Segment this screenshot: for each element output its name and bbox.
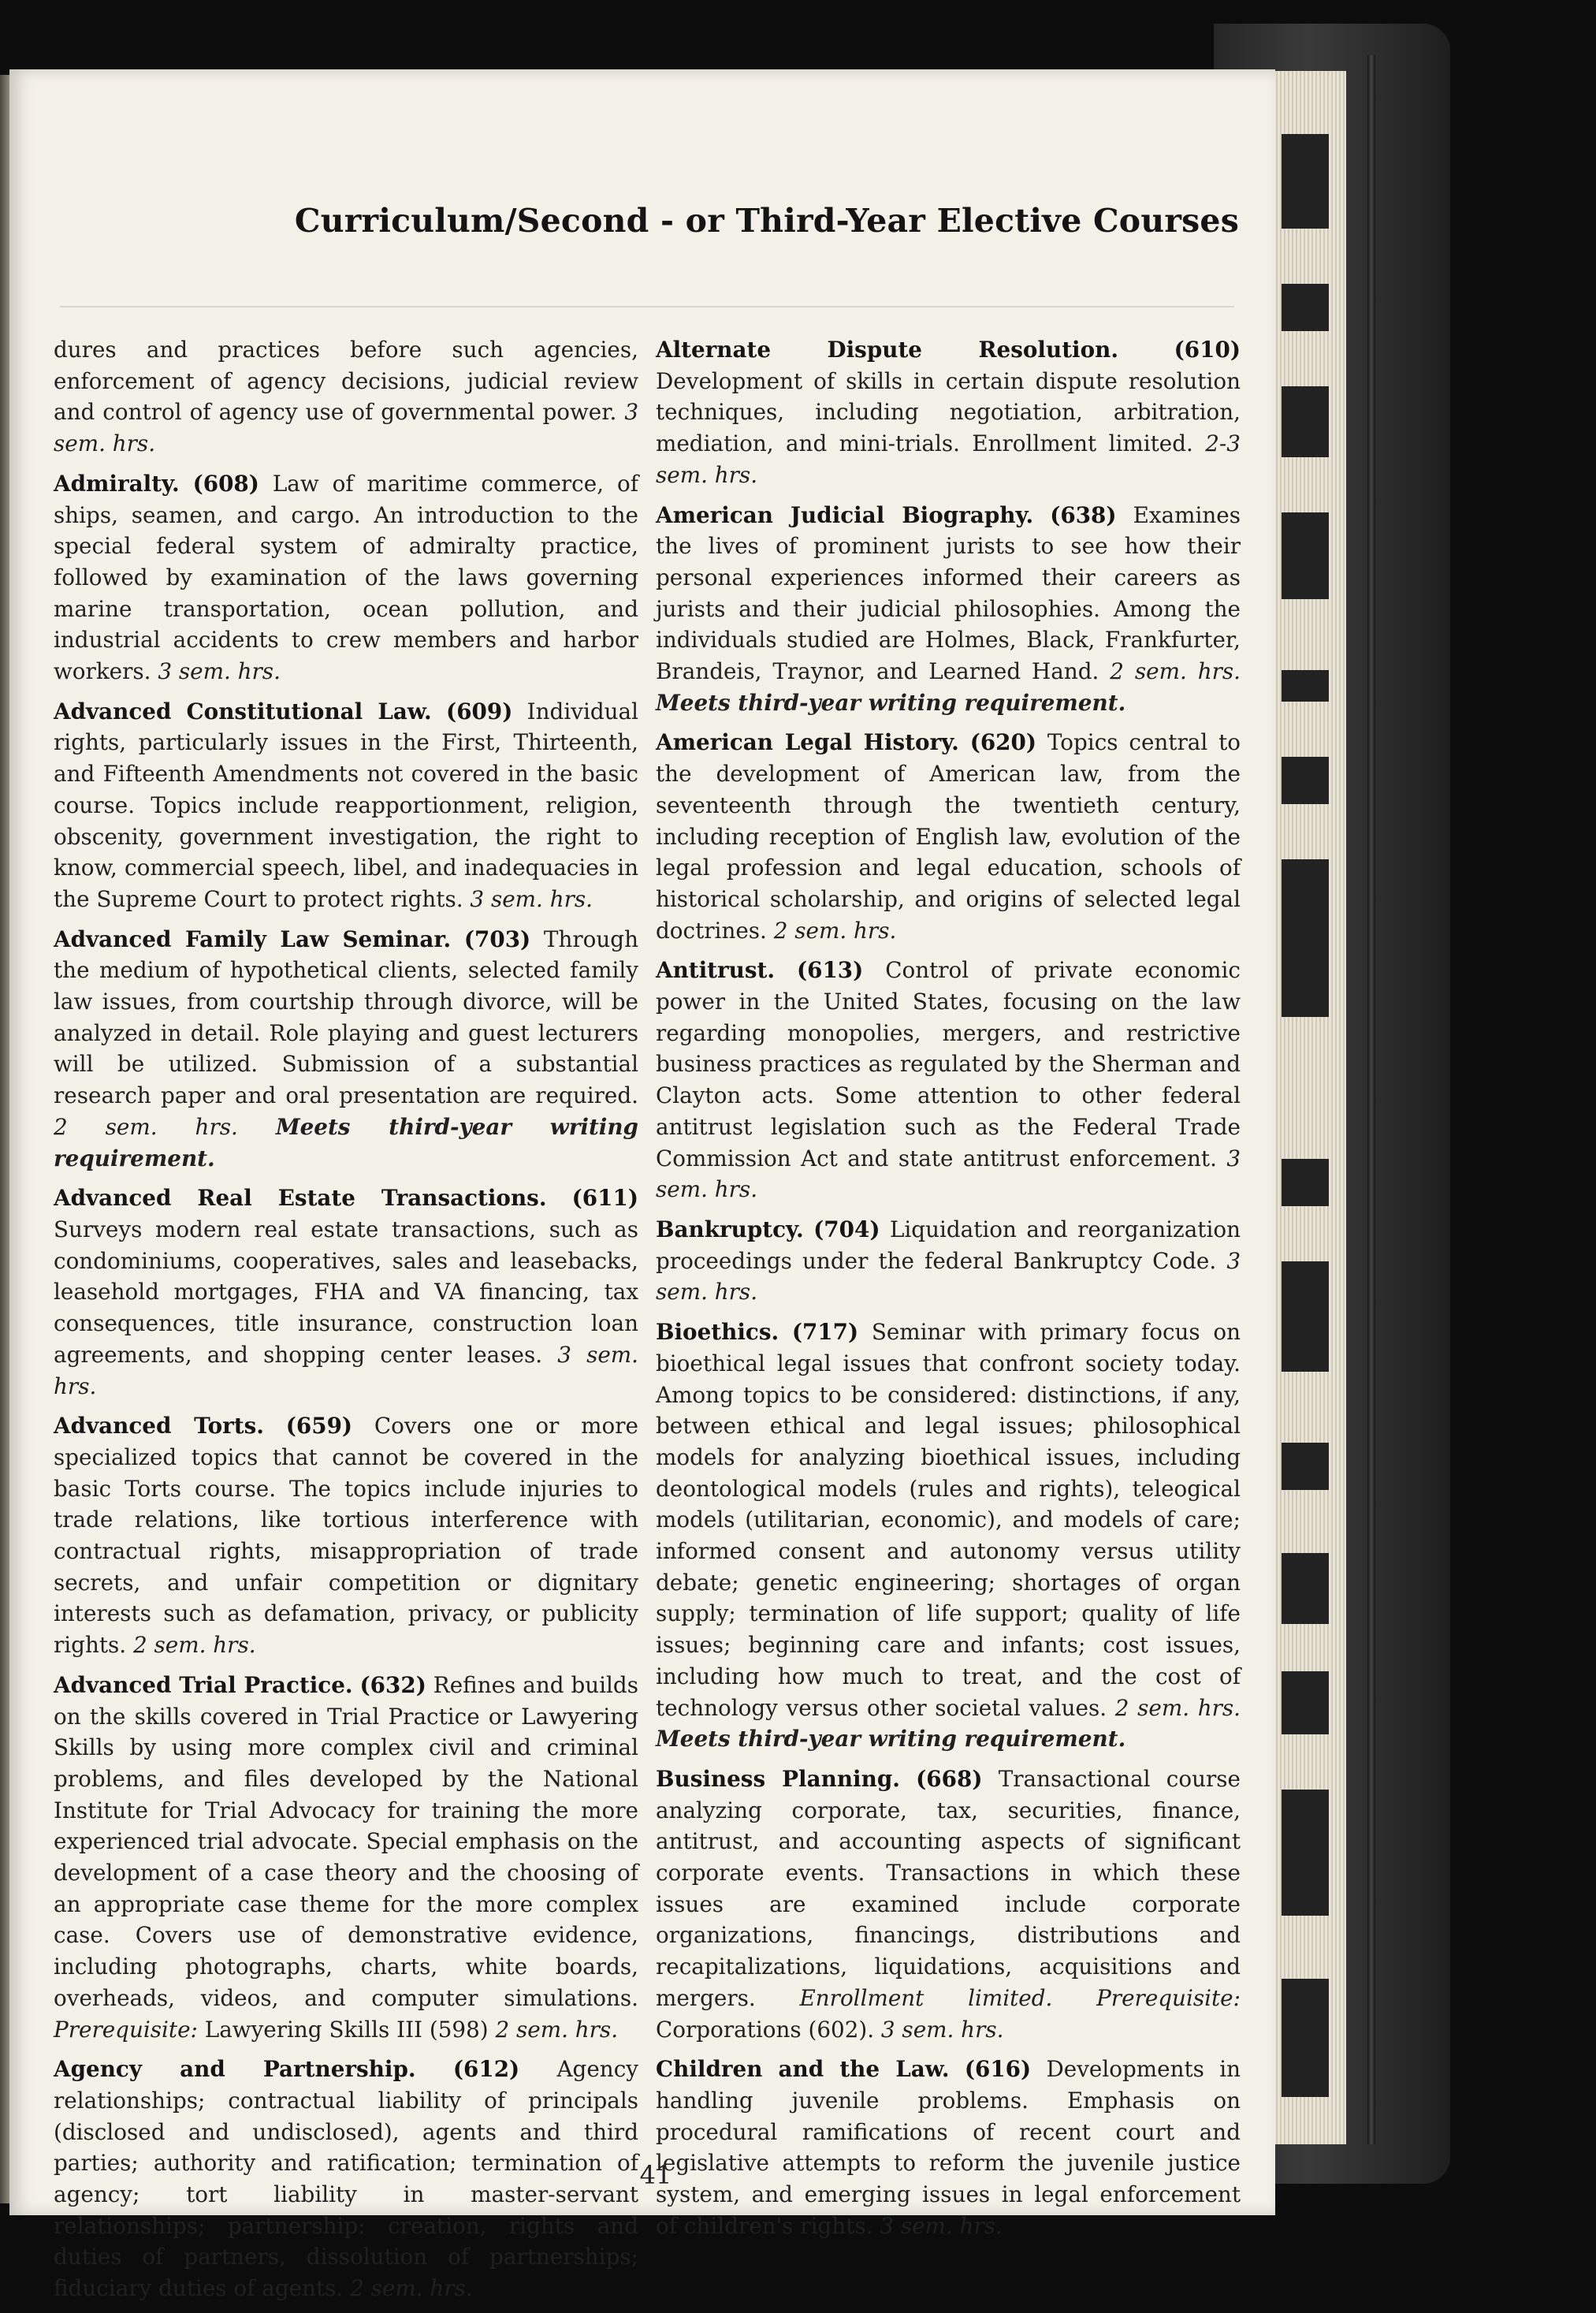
course-code: (668) <box>916 1765 983 1792</box>
course-title: Admiralty. <box>54 470 180 497</box>
course-code: (610) <box>1174 337 1241 363</box>
course-entry <box>656 1764 1241 2045</box>
course-hours: 2 sem. hrs. <box>773 917 897 944</box>
tab-mark <box>1282 859 1329 1017</box>
course-entry <box>656 1214 1241 1308</box>
tab-mark <box>1282 1979 1329 2097</box>
book-page <box>9 69 1275 2302</box>
cover-hinge <box>1367 55 1375 2144</box>
course-entry <box>54 1183 638 1402</box>
course-hours: 2 sem. hrs. <box>54 1113 238 1140</box>
course-hours: 2-3 sem. hrs. <box>656 430 1241 488</box>
tab-mark <box>1282 1443 1329 1490</box>
course-description: Law of maritime commerce, of ships, seamen, and cargo. An introduction to the special federal system of admiralty practice, followed by examination of the laws governing marine transportation, ocean pollution, and industrial accidents to crew members and harbor workers. <box>54 470 638 685</box>
course-description: Agency relationships; contractual liability of principals (disclosed and undisclosed), agents and third parties; authority and ratification; termination of agency; tort liability in master-servant relationships; partnership: creation, rights and duties of partners, dissolution of partnerships; fiduciary duties of agents. <box>54 2056 638 2302</box>
course-description: Refines and builds on the skills covered in Trial Practice or Lawyering Skills by using more complex civil and criminal problems, and files developed by the National Institute for Trial Advocacy for training the more experienced trial advocate. Special emphasis on the development of a case theory and the choosing of an appropriate case theme for the more complex case. Covers use of demonstrative evidence, including photographs, charts, white boards, overheads, videos, and computer simulations. <box>54 1671 638 2011</box>
course-title: Bankruptcy. <box>656 1216 804 1242</box>
prerequisite-label: Enrollment limited. Prerequisite: <box>799 1984 1241 2011</box>
course-title: American Judicial Biography. <box>656 501 1034 528</box>
course-code: (612) <box>452 2056 520 2083</box>
course-entry <box>656 727 1241 946</box>
course-code: (608) <box>192 470 259 497</box>
course-code: (613) <box>796 957 864 984</box>
course-title: Advanced Constitutional Law. <box>54 698 432 724</box>
course-code: (609) <box>446 698 513 724</box>
tab-mark <box>1282 757 1329 804</box>
index-tabs <box>1275 102 1337 2121</box>
course-code: (659) <box>285 1413 353 1440</box>
course-description: Topics central to the development of American law, from the seventeenth through the twentieth century, including reception of English law, evolution of the legal profession and legal education, schools of historical scholarship, and origins of selected legal doctrines. <box>656 729 1241 944</box>
header-divider <box>60 306 1234 307</box>
writing-requirement-note: Meets third-year writing requirement. <box>656 1726 1126 1752</box>
tab-mark <box>1282 1261 1329 1372</box>
course-hours: 3 sem. hrs. <box>470 885 593 912</box>
course-title: Agency and Partnership. <box>54 2056 416 2083</box>
course-code: (704) <box>813 1216 880 1242</box>
course-hours: 3 sem. hrs. <box>880 2016 1004 2043</box>
course-entry <box>656 2054 1241 2241</box>
course-title: Advanced Family Law Seminar. <box>54 926 452 952</box>
course-description: Transactional course analyzing corporate, tax, securities, finance, antitrust, and accounting aspects of significant corporate events. Transactions in which these issues are examined include corporate organizations, financings, distributions and recapitalizations, liquidations, acquisitions and mergers. <box>656 1765 1241 2011</box>
tab-mark <box>1282 134 1329 229</box>
course-hours: 2 sem. hrs. <box>1114 1694 1241 1721</box>
course-code: (611) <box>571 1185 638 1212</box>
right-column <box>656 334 1241 2250</box>
course-title: Business Planning. <box>656 1765 900 1792</box>
prerequisite-course: Corporations (602). <box>656 2016 875 2043</box>
course-hours: 3 sem. hrs. <box>656 1145 1241 1203</box>
course-hours: 2 sem. hrs. <box>133 1632 256 1659</box>
left-column <box>54 334 638 2313</box>
course-code: (632) <box>359 1671 426 1698</box>
course-description: Individual rights, particularly issues in the First, Thirteenth, and Fifteenth Amendments not covered in the basic course. Topics include reapportionment, religion, obscenity, government investigation, the right to know, commercial speech, libel, and inadequacies in the Supreme Court to protect rights. <box>54 698 638 912</box>
course-description: Through the medium of hypothetical clients, selected family law issues, from courtship through divorce, will be analyzed in detail. Role playing and guest lecturers will be utilized. Submission of a substantial research paper and oral presentation are required. <box>54 926 638 1109</box>
course-title: Antitrust. <box>656 957 776 984</box>
tab-mark <box>1282 1671 1329 1734</box>
course-entry <box>54 924 638 1175</box>
course-description: Surveys modern real estate transactions, such as condominiums, cooperatives, sales and leasebacks, leasehold mortgages, FHA and VA financing, tax consequences, title insurance, construction loan agreements, and shopping center leases. <box>54 1216 638 1368</box>
course-description: dures and practices before such agencies, enforcement of agency decisions, judicial review and control of agency use of governmental power. <box>54 337 638 426</box>
course-entry <box>54 696 638 915</box>
course-hours: 2 sem. hrs. <box>1110 658 1241 685</box>
course-code: (638) <box>1050 501 1117 528</box>
tab-mark <box>1282 1159 1329 1206</box>
prerequisite-label: Prerequisite: <box>54 2016 198 2043</box>
course-entry <box>656 500 1241 719</box>
course-title: Advanced Real Estate Transactions. <box>54 1185 547 1212</box>
course-entry <box>54 2054 638 2304</box>
course-title: Children and the Law. <box>656 2056 950 2083</box>
course-code: (616) <box>964 2056 1032 2083</box>
course-code: (717) <box>791 1319 859 1346</box>
course-hours: 3 sem. hrs. <box>54 1341 639 1399</box>
course-entry <box>656 334 1241 491</box>
course-title: American Legal History. <box>656 729 959 756</box>
page-number: 41 <box>639 2160 672 2190</box>
writing-requirement-note: Meets third-year writing requirement. <box>54 1113 638 1171</box>
course-hours: 2 sem. hrs. <box>495 2016 619 2043</box>
course-entry <box>656 955 1241 1205</box>
course-description: Seminar with primary focus on bioethical legal issues that confront society today. Among topics to be considered: distinctions, if any, between ethical and legal issues; philosophical models for analyzing bioethical issues, including deontological models (rules and rights), teleogical models (utilitarian, economic), and models of care; informed consent and autonomy versus utility debate; genetic engineering; shortages of organ supply; termination of life support; quality of life issues; beginning care and infants; cost issues, including how much to treat, and the cost of technology versus other societal values. <box>656 1319 1241 1721</box>
course-entry <box>656 1317 1241 1755</box>
course-description: Examines the lives of prominent jurists to see how their personal experiences informed their careers as jurists and their judicial philosophies. Among the individuals studied are Holmes, Black, Frankfurter, Brandeis, Traynor, and Learned Hand. <box>656 501 1241 685</box>
course-title: Advanced Trial Practice. <box>54 1671 353 1698</box>
course-title: Advanced Torts. <box>54 1413 264 1440</box>
course-code: (703) <box>463 926 531 952</box>
tab-mark <box>1282 284 1329 331</box>
course-description: Control of private economic power in the United States, focusing on the law regarding monopolies, mergers, and restrictive business practices as regulated by the Sherman and Clayton acts. Some attention to other federal antitrust legislation such as the Federal Trade Commission Act and state antitrust enforcement. <box>656 957 1241 1171</box>
tab-mark <box>1282 1790 1329 1916</box>
course-description: Developments in handling juvenile problems. Emphasis on procedural ramifications of recent court and legislative attempts to reform the juvenile justice system, and emerging issues in legal enforcement of children's rights. <box>656 2056 1241 2239</box>
course-entry <box>54 468 638 687</box>
writing-requirement-note: Meets third-year writing requirement. <box>656 689 1126 716</box>
course-title: Bioethics. <box>656 1319 779 1346</box>
course-entry <box>54 1670 638 2045</box>
course-title: Alternate Dispute Resolution. <box>656 337 1119 363</box>
tab-mark <box>1282 1553 1329 1624</box>
course-hours: 2 sem. hrs. <box>350 2275 473 2302</box>
tab-mark <box>1282 386 1329 457</box>
page-header: Curriculum/Second - or Third-Year Elective Courses <box>294 202 1239 240</box>
tab-mark <box>1282 670 1329 702</box>
course-code: (620) <box>969 729 1037 756</box>
course-entry <box>54 334 638 460</box>
course-hours: 3 sem. hrs. <box>880 2212 1003 2239</box>
course-description: Covers one or more specialized topics that cannot be covered in the basic Torts course. The topics include injuries to trade relations, like tortious interference with contractual rights, misappropriation of trade secrets, and unfair competition or dignitary interests such as defamation, privacy, or publicity rights. <box>54 1413 638 1659</box>
course-hours: 3 sem. hrs. <box>656 1247 1241 1305</box>
course-description: Development of skills in certain dispute resolution techniques, including negotiation, arbitration, mediation, and mini-trials. Enrollment limited. <box>656 367 1241 457</box>
course-entry <box>54 1410 638 1661</box>
course-hours: 3 sem. hrs. <box>158 658 281 685</box>
course-hours: 3 sem. hrs. <box>54 399 638 457</box>
prerequisite-course: Lawyering Skills III (598) <box>204 2016 489 2043</box>
tab-mark <box>1282 512 1329 599</box>
course-description: Liquidation and reorganization proceedings under the federal Bankruptcy Code. <box>656 1216 1241 1274</box>
